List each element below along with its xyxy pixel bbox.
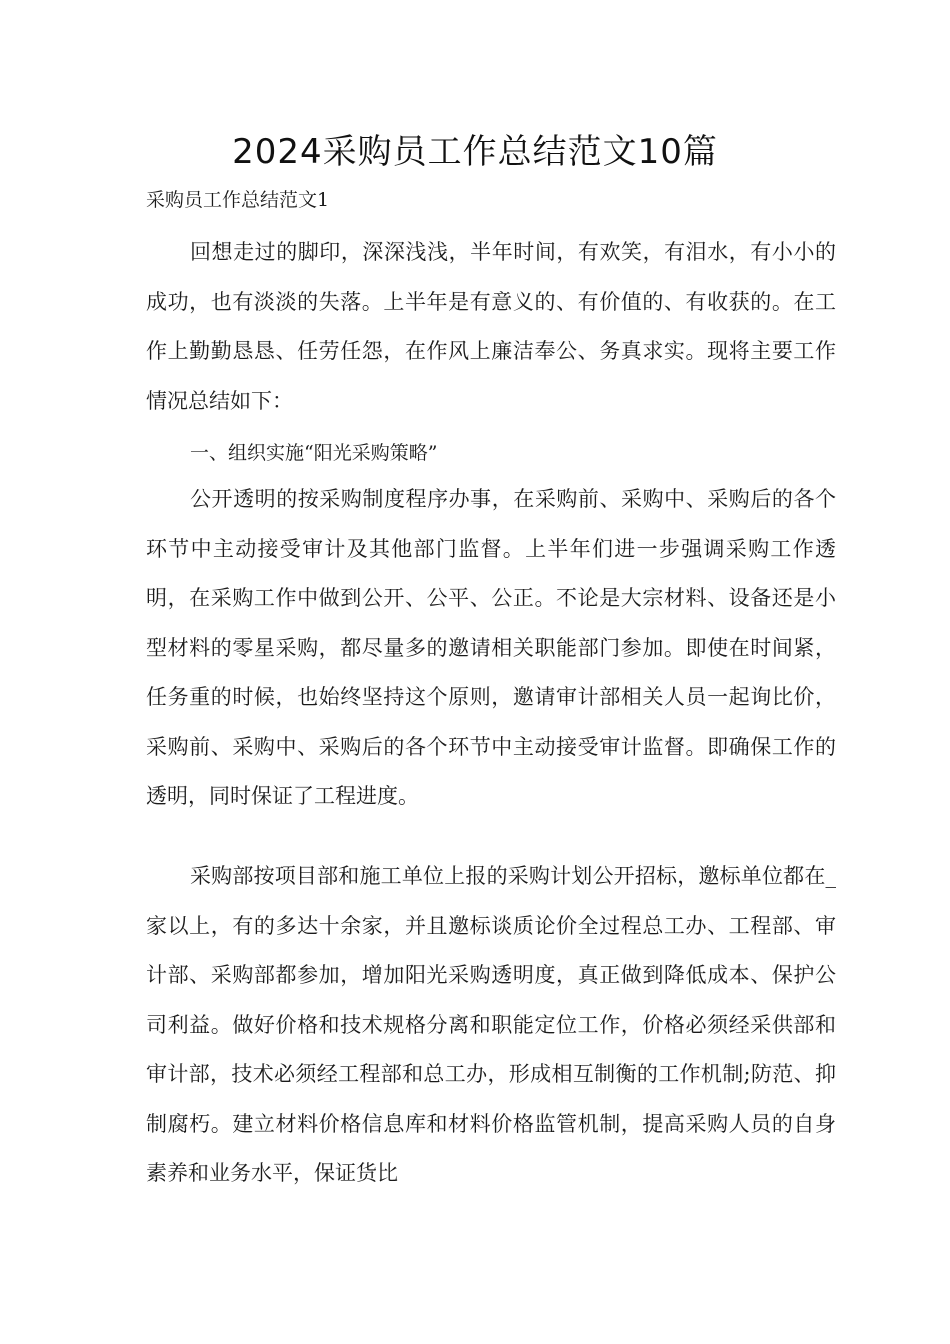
document-subtitle: 采购员工作总结范文1 xyxy=(146,189,330,211)
paragraph-intro: 回想走过的脚印，深深浅浅，半年时间，有欢笑，有泪水，有小小的成功，也有淡淡的失落。上半年是有意义的、有价值的、有收获的。在工作上勤勤恳恳、任劳任怨，在作风上廉洁奉公、务真求实。现将主要工作情况总结如下： xyxy=(146,240,836,413)
section-heading-1: 一、组织实施“阳光采购策略” xyxy=(190,442,438,464)
paragraph-transparency: 公开透明的按采购制度程序办事，在采购前、采购中、采购后的各个环节中主动接受审计及其他部门监督。上半年们进一步强调采购工作透明，在采购工作中做到公开、公平、公正。不论是大宗材料、设备还是小型材料的零星采购，都尽量多的邀请相关职能部门参加。即使在时间紧，任务重的时候，也始终坚持这个原则，邀请审计部相关人员一起询比价，采购前、采购中、采购后的各个环节中主动接受审计监督。即确保工作的透明，同时保证了工程进度。 xyxy=(146,487,836,808)
document-title: 2024采购员工作总结范文10篇 xyxy=(232,132,718,172)
paragraph-bidding: 采购部按项目部和施工单位上报的采购计划公开招标，邀标单位都在_家以上，有的多达十余家，并且邀标谈质论价全过程总工办、工程部、审计部、采购部都参加，增加阳光采购透明度，真正做到降低成本、保护公司利益。做好价格和技术规格分离和职能定位工作，价格必须经采供部和审计部，技术必须经工程部和总工办，形成相互制衡的工作机制;防范、抑制腐朽。建立材料价格信息库和材料价格监管机制，提高采购人员的自身素养和业务水平，保证货比 xyxy=(146,864,836,1185)
